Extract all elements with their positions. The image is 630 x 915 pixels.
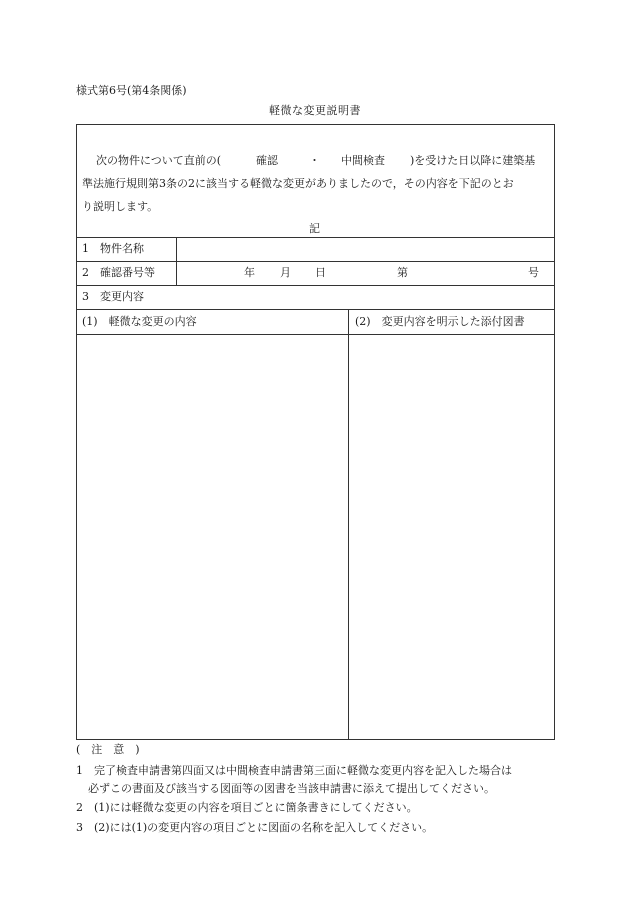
option-interim-inspection: 中間検査: [341, 154, 385, 167]
item3-label: 3 変更内容: [82, 290, 144, 303]
note-2: 2 (1)には軽微な変更の内容を項目ごとに箇条書きにしてください。: [76, 801, 418, 814]
option-separator: ・: [309, 154, 320, 167]
divider-4: [76, 309, 555, 310]
col1-header: (1) 軽微な変更の内容: [82, 315, 197, 328]
intro-line3: り説明します。: [82, 200, 159, 213]
divider-1: [76, 237, 555, 238]
option-confirm: 確認: [256, 154, 278, 167]
intro-line2: 準法施行規則第3条の2に該当する軽微な変更がありましたので，その内容を下記のとお: [82, 177, 514, 190]
attached-documents-area[interactable]: [349, 335, 554, 739]
note-1-line1: 1 完了検査申請書第四面又は中間検査申請書第三面に軽微な変更内容を記入した場合は: [76, 764, 512, 777]
item2-label: 2 確認番号等: [82, 266, 155, 279]
note-3: 3 (2)には(1)の変更内容の項目ごとに図面の名称を記入してください。: [76, 821, 434, 834]
divider-2: [76, 261, 555, 262]
year-label: 年: [244, 266, 255, 279]
form-number: 様式第6号(第4条関係): [76, 84, 187, 97]
item1-label: 1 物件名称: [82, 242, 144, 255]
month-label: 月: [280, 266, 291, 279]
label-column-divider: [176, 237, 177, 285]
notes-title: ( 注 意 ): [76, 743, 140, 756]
day-label: 日: [315, 266, 326, 279]
number-suffix-label: 号: [528, 266, 539, 279]
intro-line1-end: )を受けた日以降に建築基: [410, 154, 536, 167]
note-1-line2: 必ずこの書面及び該当する図面等の図書を当該申請書に添えて提出してください。: [88, 782, 495, 795]
number-prefix-label: 第: [397, 266, 408, 279]
change-details-area[interactable]: [77, 335, 347, 739]
intro-line1-start: 次の物件について直前の(: [96, 154, 222, 167]
divider-3: [76, 285, 555, 286]
ki-label: 記: [309, 222, 320, 235]
col2-header: (2) 変更内容を明示した添付図書: [355, 315, 525, 328]
document-title: 軽微な変更説明書: [269, 104, 361, 117]
